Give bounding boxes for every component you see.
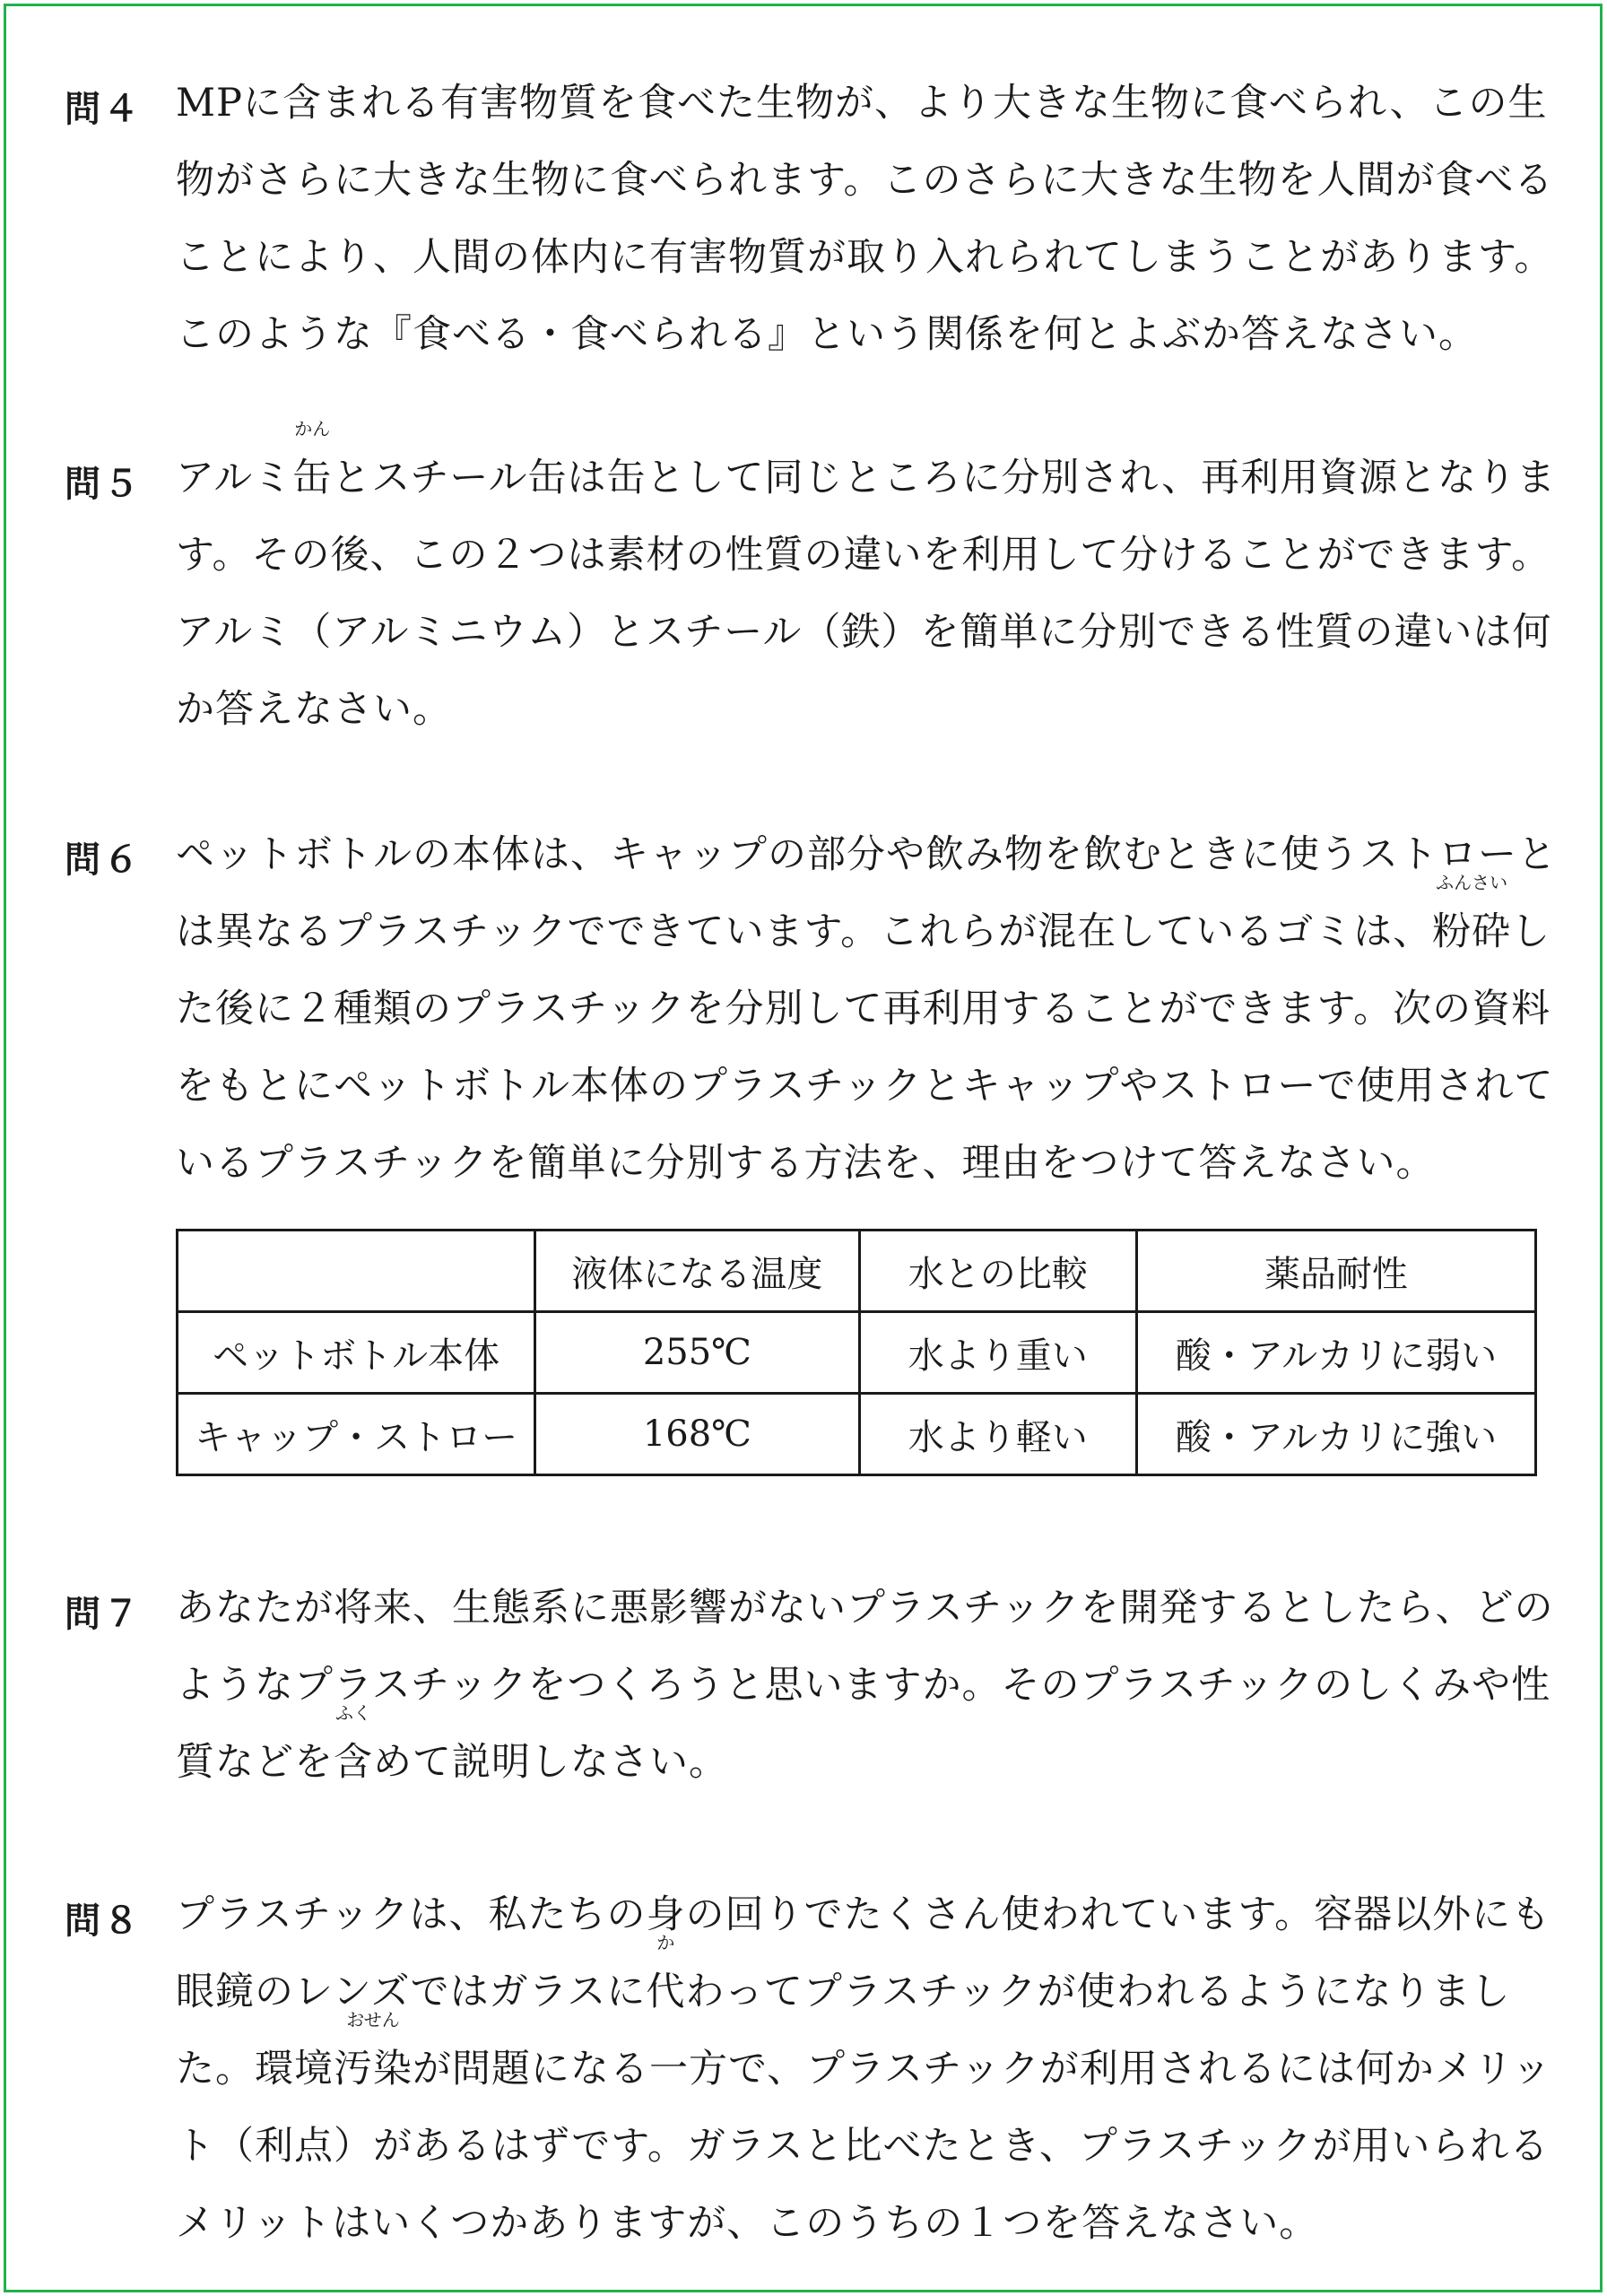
text-line: プラスチックは、私たちの身の回りでたくさん使われています。容器以外にも — [176, 1892, 1551, 1937]
table-header-cell: 薬品耐性 — [1136, 1231, 1535, 1312]
text-line: ようなプラスチックをつくろうと思いますか。そのプラスチックのしくみや性 — [176, 1663, 1551, 1708]
question-6-text — [176, 816, 1557, 1202]
table-cell: 168℃ — [535, 1394, 859, 1475]
question-7-text — [176, 1570, 1554, 1801]
text-line: は異なるプラスチックでできています。これらが混在しているゴミは、 ふんさい 粉砕し — [176, 893, 1548, 970]
text-line: か答えなさい。 — [176, 687, 452, 732]
ruby-ka: か 代 — [646, 1932, 686, 2014]
table-cell: ペットボトル本体 — [178, 1312, 535, 1394]
text-line: 物がさらに大きな生物に食べられます。このさらに大きな生物を人間が食べる — [176, 158, 1554, 203]
table-row — [178, 1394, 1536, 1475]
ruby-osen: おせん 汚染 — [334, 2009, 413, 2092]
question-8-label: 問８ — [65, 1900, 142, 1942]
text-line: ことにより、人間の体内に有害物質が取り入れられてしまうことがあります。 — [176, 235, 1554, 280]
table-header-cell: 液体になる温度 — [535, 1231, 859, 1312]
table-cell: 255℃ — [535, 1312, 859, 1394]
table-row — [178, 1312, 1536, 1394]
question-6-label: 問６ — [65, 839, 142, 881]
text-line: ト（利点）があるはずです。ガラスと比べたとき、プラスチックが用いられる — [176, 2124, 1550, 2169]
ruby-fuku: ふく 含 — [334, 1702, 373, 1785]
question-5-label: 問５ — [65, 464, 142, 505]
plastic-comparison-table — [176, 1229, 1537, 1476]
text-line: アルミ（アルミニウム）とスチール（鉄）を簡単に分別できる性質の違いは何 — [176, 610, 1552, 655]
table-cell: 酸・アルカリに弱い — [1136, 1312, 1535, 1394]
question-4-text — [176, 65, 1554, 373]
table-cell: 酸・アルカリに強い — [1136, 1394, 1535, 1475]
question-8-text — [176, 1876, 1551, 2262]
table-cell: 水より重い — [859, 1312, 1136, 1394]
table-cell: 水より軽い — [859, 1394, 1136, 1475]
text-line: 質などを ふく 含めて説明しなさい。 — [176, 1724, 1548, 1801]
text-line: た。環境 おせん 汚染が問題になる一方で、プラスチックが利用されるには何かメリッ — [176, 2031, 1548, 2108]
question-4-label: 問４ — [65, 89, 142, 130]
text-line: メリットはいくつかありますが、このうちの１つを答えなさい。 — [176, 2201, 1319, 2246]
table-cell: キャップ・ストロー — [178, 1394, 535, 1475]
text-line: MPに含まれる有害物質を食べた生物が、より大きな生物に食べられ、この生 — [176, 81, 1548, 126]
ruby-kan: かん 缶 — [292, 418, 333, 500]
text-line: す。その後、この２つは素材の性質の違いを利用して分けることができます。 — [176, 533, 1551, 578]
text-line: ペットボトルの本体は、キャップの部分や飲み物を飲むときに使うストローと — [176, 832, 1557, 877]
text-line: た後に２種類のプラスチックを分別して再利用することができます。次の資料 — [176, 987, 1551, 1031]
text-line: をもとにペットボトル本体のプラスチックとキャップやストローで使用されて — [176, 1064, 1554, 1109]
table-header-row — [178, 1231, 1536, 1312]
table-header-cell: 水との比較 — [859, 1231, 1136, 1312]
text-line: アルミ かん 缶とスチール缶は缶として同じところに分別され、再利用資源となりま — [176, 439, 1548, 517]
text-line: 眼鏡のレンズではガラスに か 代わってプラスチックが使われるようになりまし — [176, 1953, 1548, 2031]
table-header-cell — [178, 1231, 535, 1312]
ruby-funsai: ふんさい 粉砕 — [1432, 872, 1512, 954]
text-line: あなたが将来、生態系に悪影響がないプラスチックを開発するとしたら、どの — [176, 1586, 1554, 1631]
text-line: このような『食べる・食べられる』という関係を何とよぶか答えなさい。 — [176, 312, 1478, 357]
question-5-text — [176, 418, 1557, 748]
question-7-label: 問７ — [65, 1594, 142, 1635]
text-line: いるプラスチックを簡単に分別する方法を、理由をつけて答えなさい。 — [176, 1141, 1436, 1186]
